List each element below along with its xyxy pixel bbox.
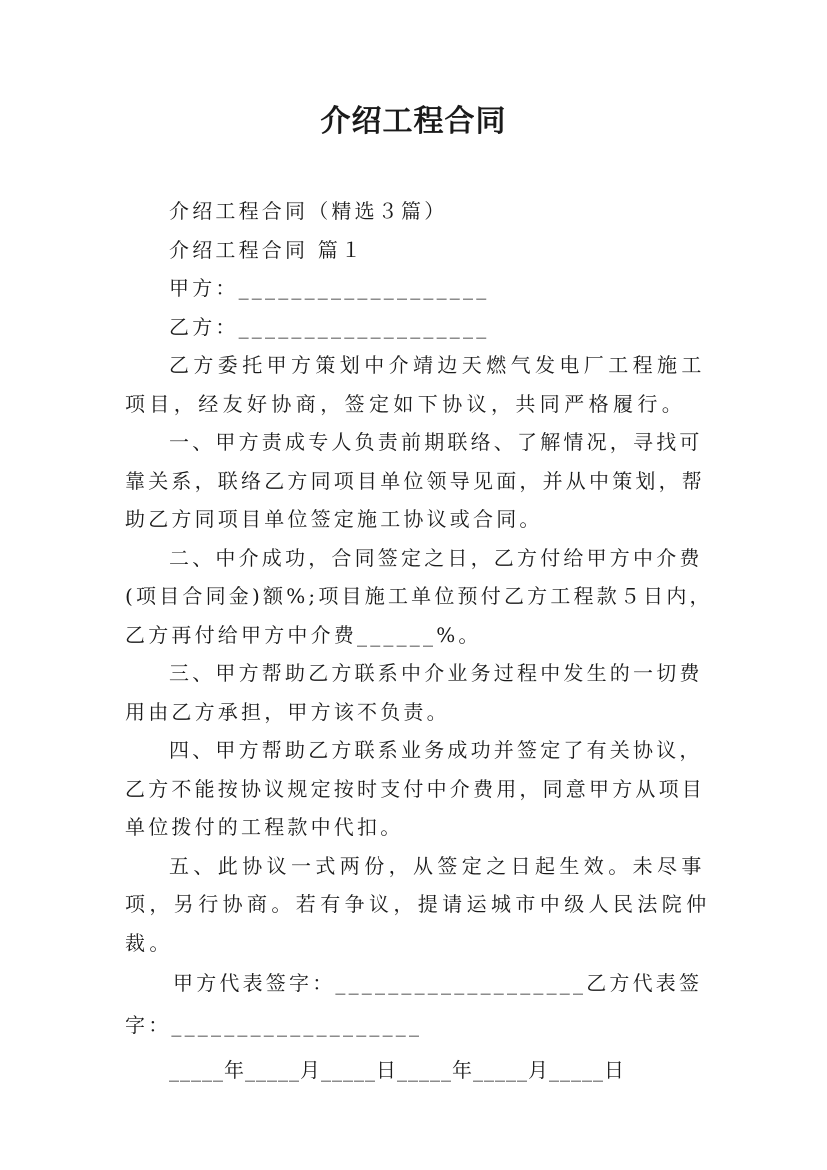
intro-paragraph: 乙方委托甲方策划中介靖边天燃气发电厂工程施工项目，经友好协商，签定如下协议，共同严格履行。 [125, 353, 706, 416]
document-title: 介绍工程合同 [320, 104, 507, 139]
clause-4: 四、甲方帮助乙方联系业务成功并签定了有关协议，乙方不能按协议规定按时支付中介费用，同意甲方从项目单位拨付的工程款中代扣。 [125, 738, 705, 839]
section-heading: 介绍工程合同 篇１ [169, 237, 365, 262]
party-a-line: 甲方：___________________ [169, 276, 490, 300]
party-b-line: 乙方：___________________ [169, 314, 490, 339]
document-body [125, 192, 715, 1090]
signature-line: 甲方代表签字：___________________乙方代表签字：___________________ [125, 971, 703, 1037]
clause-3: 三、甲方帮助乙方联系中介业务过程中发生的一切费用由乙方承担，甲方该不负责。 [125, 661, 703, 724]
clause-1: 一、甲方责成专人负责前期联络、了解情况，寻找可靠关系，联络乙方同项目单位领导见面，并从中策划，帮助乙方同项目单位签定施工协议或合同。 [125, 430, 705, 531]
clause-5: 五、此协议一式两份，从签定之日起生效。未尽事项，另行协商。若有争议，提请运城市中级人民法院仲裁。 [125, 853, 711, 955]
clause-2: 二、中介成功，合同签定之日，乙方付给甲方中介费(项目合同金)额%;项目施工单位预付乙方工程款５日内，乙方再付给甲方中介费______%。 [125, 545, 713, 647]
document-subtitle: 介绍工程合同（精选３篇） [169, 199, 448, 223]
date-line: _____年_____月_____日_____年_____月_____日 [169, 1058, 625, 1082]
